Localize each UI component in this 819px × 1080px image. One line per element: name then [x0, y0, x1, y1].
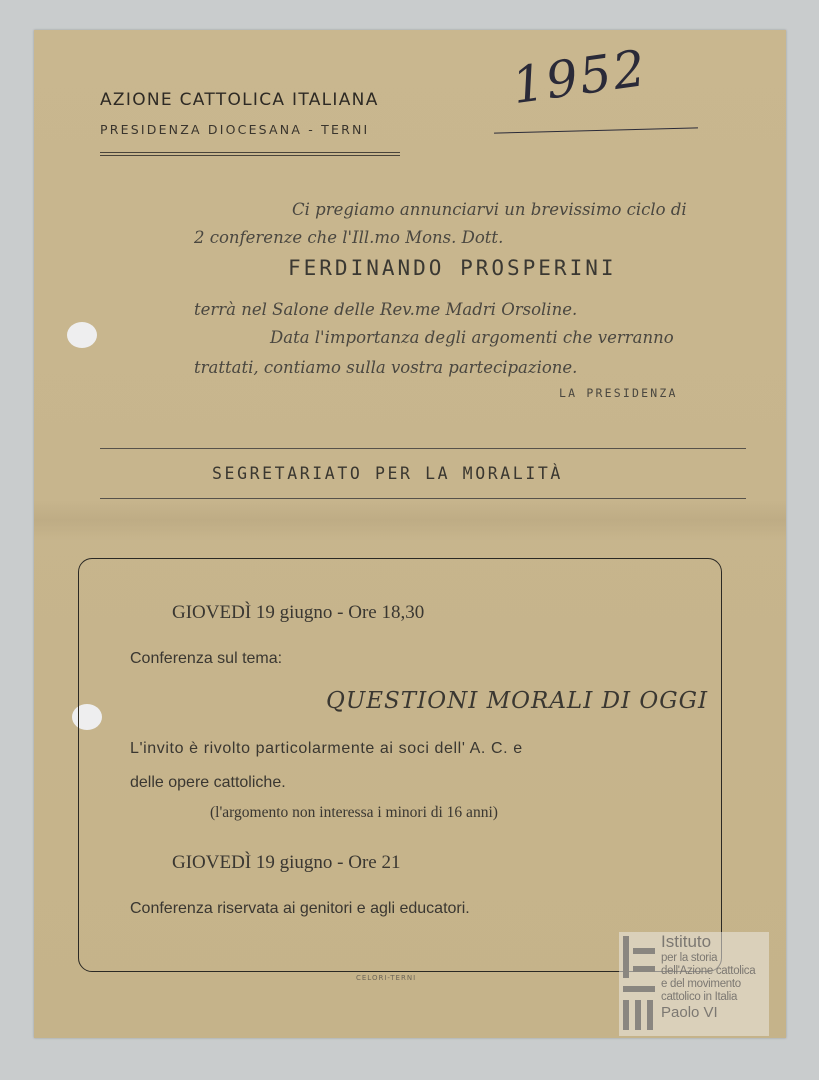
topic-intro: Conferenza sul tema:: [130, 650, 283, 667]
announcement-line-1: Ci pregiamo annunciarvi un brevissimo ciclo di: [292, 200, 687, 219]
punch-hole-top: [67, 322, 97, 348]
isacem-line-6: Paolo VI: [661, 1004, 718, 1021]
isacem-line-2: per la storia: [661, 952, 718, 964]
signature-presidenza: LA PRESIDENZA: [559, 386, 678, 400]
isacem-line-3: dell'Azione cattolica: [661, 965, 756, 977]
handwritten-year: 1952: [508, 38, 651, 116]
handwritten-underline: [494, 127, 698, 133]
age-note: (l'argomento non interessa i minori di 16 anni): [210, 804, 498, 821]
isacem-watermark: [619, 932, 769, 1036]
invite-line-2: delle opere cattoliche.: [130, 774, 286, 791]
printer-credit: CELORI-TERNI: [356, 974, 417, 982]
speaker-name: FERDINANDO PROSPERINI: [288, 256, 617, 280]
event-2-description: Conferenza riservata ai genitori e agli educatori.: [130, 900, 470, 917]
announcement-line-3: terrà nel Salone delle Rev.me Madri Orsoline.: [194, 300, 578, 319]
letterhead-double-rule: [100, 152, 400, 156]
section-title: SEGRETARIATO PER LA MORALITÀ: [212, 464, 563, 483]
isacem-logo-mark: [621, 934, 659, 1034]
conference-topic: QUESTIONI MORALI DI OGGI: [326, 688, 709, 714]
isacem-text: [661, 932, 755, 1022]
paper-fold: [34, 500, 786, 540]
isacem-line-5: cattolico in Italia: [661, 991, 738, 1003]
invite-line-1: L'invito è rivolto particolarmente ai soci dell' A. C. e: [130, 740, 523, 757]
isacem-line-4: e del movimento: [661, 978, 741, 990]
document-sheet: [34, 30, 786, 1038]
letterhead-subunit: PRESIDENZA DIOCESANA - TERNI: [100, 122, 370, 137]
event-2-datetime: GIOVEDÌ 19 giugno - Ore 21: [172, 852, 401, 873]
event-1-datetime: GIOVEDÌ 19 giugno - Ore 18,30: [172, 602, 425, 623]
section-rule-bottom: [100, 498, 746, 499]
letterhead-organization: AZIONE CATTOLICA ITALIANA: [100, 90, 379, 110]
announcement-line-4: Data l'importanza degli argomenti che verranno: [270, 328, 674, 347]
isacem-line-1: Istituto: [661, 932, 712, 951]
announcement-line-2: 2 conferenze che l'Ill.mo Mons. Dott.: [194, 228, 504, 247]
announcement-line-5: trattati, contiamo sulla vostra partecipazione.: [194, 358, 578, 377]
section-rule-top: [100, 448, 746, 449]
